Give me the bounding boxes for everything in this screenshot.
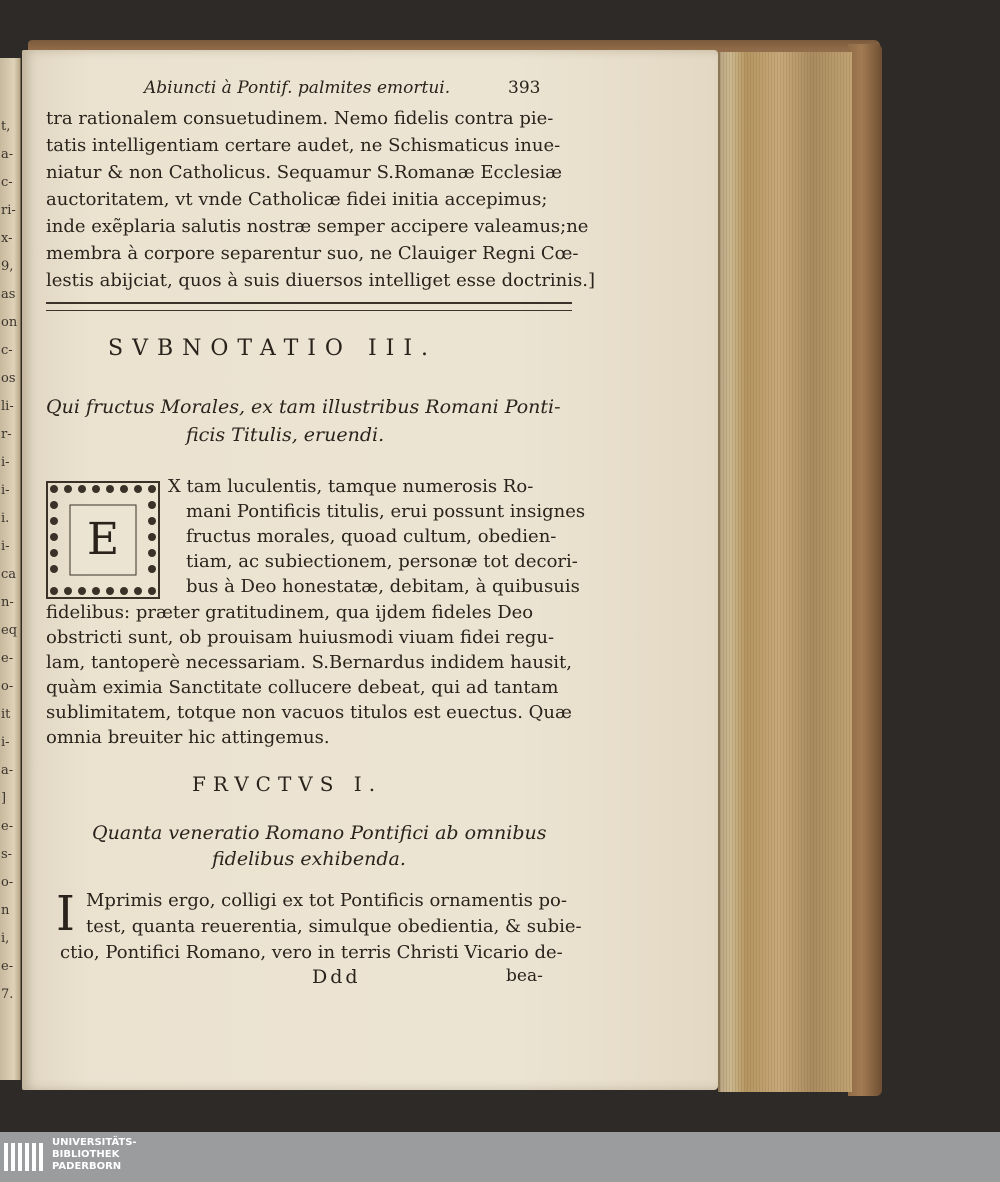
left-page-fragment: i. bbox=[1, 511, 10, 526]
footer-bar bbox=[0, 1132, 1000, 1182]
left-page-fragment: li- bbox=[1, 399, 14, 414]
running-header: Abiuncti à Pontif. palmites emortui. bbox=[144, 78, 451, 98]
left-page-fragment: e- bbox=[1, 651, 14, 666]
signature-mark: Ddd bbox=[312, 966, 361, 988]
text-line: inde exẽplaria salutis nostræ semper accipere valeamus;ne bbox=[46, 216, 589, 237]
page-number: 393 bbox=[508, 78, 541, 98]
left-page-fragment: i- bbox=[1, 483, 10, 498]
left-page-edge bbox=[0, 58, 21, 1080]
left-page-fragment: ] bbox=[1, 791, 7, 806]
library-name-line: BIBLIOTHEK bbox=[52, 1149, 120, 1160]
left-page-fragment: s- bbox=[1, 847, 13, 862]
text-line: X tam luculentis, tamque numerosis Ro- bbox=[168, 476, 534, 497]
left-page-fragment: a- bbox=[1, 147, 14, 162]
text-line: tatis intelligentiam certare audet, ne Schismaticus inue- bbox=[46, 135, 561, 156]
section-subtitle-line: Qui fructus Morales, ex tam illustribus Romani Ponti- bbox=[46, 396, 561, 418]
text-line: obstricti sunt, ob prouisam huiusmodi viuam fidei regu- bbox=[46, 627, 555, 648]
text-line: quàm eximia Sanctitate collucere debeat, qui ad tantam bbox=[46, 677, 559, 698]
initial-letter: E bbox=[86, 514, 120, 565]
fructus-title: FRVCTVS I. bbox=[192, 772, 383, 796]
text-line: mani Pontificis titulis, erui possunt insignes bbox=[186, 501, 586, 522]
text-line: sublimitatem, totque non vacuos titulos est euectus. Quæ bbox=[46, 702, 572, 723]
catchword: bea- bbox=[506, 966, 543, 986]
paragraph-initial: I bbox=[56, 886, 75, 942]
left-page-fragment: e- bbox=[1, 819, 14, 834]
text-line: tra rationalem consuetudinem. Nemo fidelis contra pie- bbox=[46, 108, 554, 129]
text-line: auctoritatem, vt vnde Catholicæ fidei initia accepimus; bbox=[46, 189, 548, 210]
text-line: lestis abijciat, quos à suis diuersos intelliget esse doctrinis.] bbox=[46, 270, 596, 291]
section-subtitle-line: ficis Titulis, eruendi. bbox=[186, 424, 385, 446]
left-page-fragment: eq bbox=[1, 623, 18, 638]
library-name-line: PADERBORN bbox=[52, 1161, 122, 1172]
left-page-fragment: c- bbox=[1, 343, 13, 358]
text-line: ctio, Pontifici Romano, vero in terris Christi Vicario de- bbox=[60, 942, 563, 963]
text-line: fructus morales, quoad cultum, obedien- bbox=[186, 526, 557, 547]
fructus-subtitle-line: Quanta veneratio Romano Pontifici ab omnibus bbox=[92, 822, 547, 844]
left-page-fragment: i- bbox=[1, 735, 10, 750]
text-line: lam, tantoperè necessariam. S.Bernardus indidem hausit, bbox=[46, 652, 572, 673]
left-page-fragment: 9, bbox=[1, 259, 14, 274]
left-page-fragment: on bbox=[1, 315, 18, 330]
left-page-fragment: i, bbox=[1, 931, 10, 946]
book-cover-spine-edge bbox=[848, 44, 882, 1096]
library-name-line: UNIVERSITÄTS- bbox=[52, 1137, 137, 1148]
left-page-fragment: t, bbox=[1, 119, 11, 134]
left-page-fragment: n bbox=[1, 903, 10, 918]
ornamental-initial bbox=[46, 481, 160, 599]
section-title: SVBNOTATIO III. bbox=[108, 336, 438, 361]
left-page-fragment: o- bbox=[1, 679, 14, 694]
section-rule bbox=[46, 302, 572, 311]
left-page-fragment: os bbox=[1, 371, 16, 386]
left-page-fragment: a- bbox=[1, 763, 14, 778]
text-line: omnia breuiter hic attingemus. bbox=[46, 727, 330, 748]
text-line: fidelibus: præter gratitudinem, qua ijdem fideles Deo bbox=[46, 602, 534, 623]
library-name bbox=[52, 1137, 137, 1173]
left-page-fragment: ri- bbox=[1, 203, 16, 218]
text-line: membra à corpore separentur suo, ne Clauiger Regni Cœ- bbox=[46, 243, 579, 264]
left-page-fragment: 7. bbox=[1, 987, 14, 1002]
left-page-fragment: x- bbox=[1, 231, 13, 246]
text-line: bus à Deo honestatæ, debitam, à quibusuis bbox=[186, 576, 580, 597]
text-line: Mprimis ergo, colligi ex tot Pontificis ornamentis po- bbox=[86, 890, 567, 911]
left-page-fragment: it bbox=[1, 707, 11, 722]
left-page-fragment: r- bbox=[1, 427, 12, 442]
text-line: tiam, ac subiectionem, personæ tot decori- bbox=[186, 551, 578, 572]
left-page-fragment: as bbox=[1, 287, 16, 302]
left-page-fragment: c- bbox=[1, 175, 13, 190]
left-page-fragment: o- bbox=[1, 875, 14, 890]
page-edges bbox=[718, 52, 852, 1092]
left-page-fragment: n- bbox=[1, 595, 14, 610]
university-library-logo-icon bbox=[4, 1139, 44, 1175]
left-page-fragment: i- bbox=[1, 539, 10, 554]
left-page-fragment: i- bbox=[1, 455, 10, 470]
text-line: test, quanta reuerentia, simulque obedientia, & subie- bbox=[86, 916, 582, 937]
text-line: niatur & non Catholicus. Sequamur S.Romanæ Ecclesiæ bbox=[46, 162, 563, 183]
fructus-subtitle-line: fidelibus exhibenda. bbox=[212, 848, 406, 870]
left-page-fragment: e- bbox=[1, 959, 14, 974]
left-page-fragment: ca bbox=[1, 567, 17, 582]
